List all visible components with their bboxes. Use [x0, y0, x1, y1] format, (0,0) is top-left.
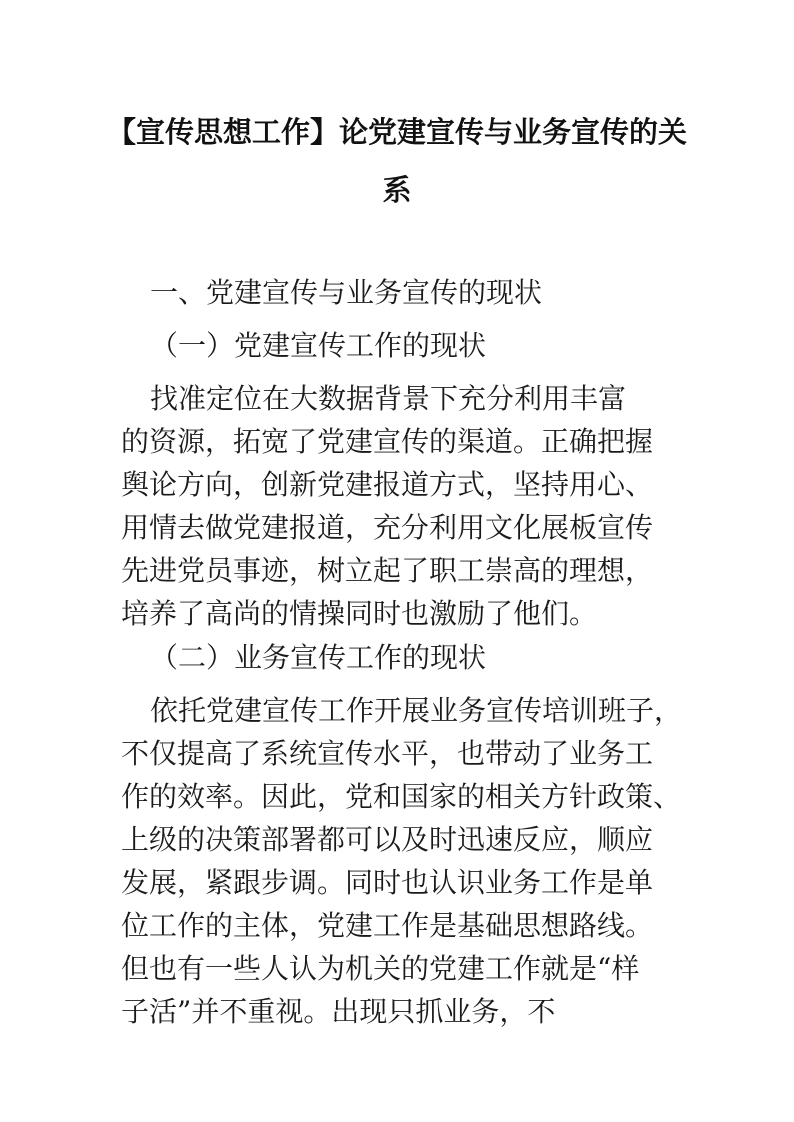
paragraph-line: 先进党员事迹，树立起了职工崇高的理想，	[121, 554, 654, 587]
paragraph-line: 找准定位在大数据背景下充分利用丰富	[150, 382, 627, 415]
section-heading: 一、党建宣传与业务宣传的现状	[150, 276, 543, 309]
paragraph-line: 的资源，拓宽了党建宣传的渠道。正确把握	[121, 425, 654, 458]
paragraph-line: 子活”并不重视。出现只抓业务，不	[121, 995, 556, 1028]
document-title: 【宣传思想工作】论党建宣传与业务宣传的关系	[106, 115, 687, 207]
subsection-heading: （二）业务宣传工作的现状	[150, 641, 487, 674]
paragraph-line: 位工作的主体，党建工作是基础思想路线。	[121, 909, 654, 942]
paragraph-line: 上级的决策部署都可以及时迅速反应，顺应	[121, 823, 654, 856]
subsection-heading: （一）党建宣传工作的现状	[150, 329, 487, 362]
paragraph-line: 发展，紧跟步调。同时也认识业务工作是单	[121, 866, 654, 899]
paragraph-line: 舆论方向，创新党建报道方式，坚持用心、	[121, 468, 654, 501]
paragraph-line: 用情去做党建报道，充分利用文化展板宣传	[121, 511, 654, 544]
paragraph-line: 不仅提高了系统宣传水平，也带动了业务工	[121, 737, 654, 770]
paragraph-line: 培养了高尚的情操同时也激励了他们。	[121, 597, 598, 630]
paragraph-line: 但也有一些人认为机关的党建工作就是“样	[121, 952, 640, 985]
paragraph-line: 作的效率。因此，党和国家的相关方针政策、	[121, 780, 682, 813]
paragraph-line: 依托党建宣传工作开展业务宣传培训班子，	[150, 694, 683, 727]
